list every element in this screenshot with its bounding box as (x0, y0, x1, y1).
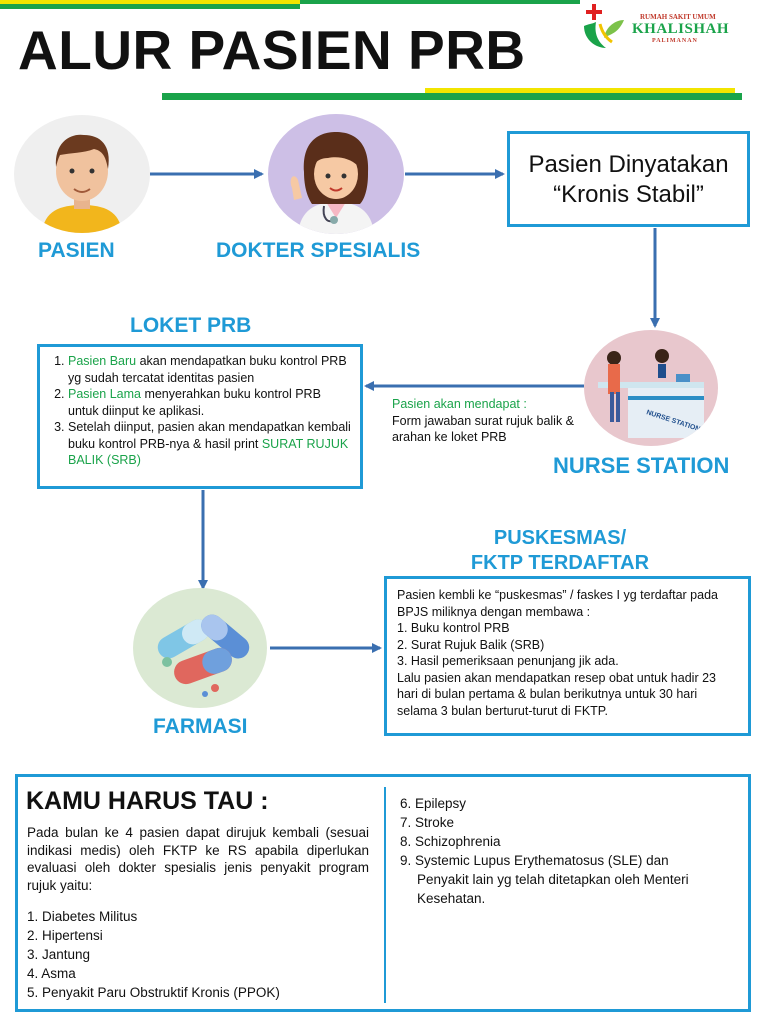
disease-2: 2. Hipertensi (27, 928, 103, 943)
loket-item-1 (68, 353, 352, 386)
logo-line3: PALIMANAN (652, 38, 698, 44)
nurse-desk-text: NURSE STATION (645, 409, 701, 434)
disease-4: 4. Asma (27, 966, 76, 981)
top-stripe-green (0, 4, 300, 9)
puskesmas-title-line2: FKTP TERDAFTAR (470, 552, 650, 574)
nurse-desk-icon (584, 330, 718, 446)
pasien-label: PASIEN (38, 239, 115, 262)
disease-6: 6. Epilepsy (400, 796, 467, 811)
nurse-note-body: Form jawaban surat rujuk balik & arahan ke loket PRB (392, 413, 575, 444)
hospital-logo (580, 4, 740, 54)
loket-prb-list (50, 353, 352, 469)
nurse-station-label: NURSE STATION (553, 453, 730, 478)
doctor-icon (268, 114, 404, 234)
page-title: ALUR PASIEN PRB (18, 19, 526, 81)
puskesmas-intro: Pasien kembli ke “puskesmas” / faskes I yg terdaftar pada BPJS miliknya dengan membawa : (397, 588, 718, 619)
info-list-right (400, 794, 740, 908)
info-title: KAMU HARUS TAU : (26, 787, 269, 815)
loket-item-3-highlight: SURAT RUJUK BALIK (SRB) (68, 436, 349, 467)
loket-prb-title: LOKET PRB (130, 314, 252, 337)
puskesmas-box (384, 576, 751, 736)
disease-8: 8. Schizophrenia (400, 834, 501, 849)
loket-prb-box (37, 344, 363, 489)
disease-7: 7. Stroke (400, 815, 455, 830)
disease-9-cont: Penyakit lain yg telah ditetapkan oleh Menteri Kesehatan. (417, 872, 689, 906)
disease-9: 9. Systemic Lupus Erythematosus (SLE) dan (400, 853, 669, 868)
disease-5: 5. Penyakit Paru Obstruktif Kronis (PPOK) (27, 985, 280, 1000)
info-list-left (27, 907, 280, 1002)
loket-item-2-text: menyerahkan buku kontrol PRB untuk diinput ke aplikasi. (68, 387, 321, 418)
loket-item-3-text: Setelah diinput, pasien akan mendapatkan kembali buku kontrol PRB-nya & hasil print (68, 420, 351, 451)
kronis-line1: Pasien Dinyatakan (528, 151, 729, 178)
info-divider (384, 787, 386, 1003)
pasien-avatar (14, 115, 150, 233)
puskesmas-item-1: 1. Buku kontrol PRB (397, 621, 510, 635)
disease-3: 3. Jantung (27, 947, 91, 962)
puskesmas-title (440, 526, 680, 576)
puskesmas-item-2: 2. Surat Rujuk Balik (SRB) (397, 637, 545, 652)
puskesmas-title-line1: PUSKESMAS/ (493, 527, 627, 549)
kronis-line2: “Kronis Stabil” (553, 181, 704, 208)
dokter-label: DOKTER SPESIALIS (216, 239, 421, 262)
loket-item-2-highlight: Pasien Lama (68, 387, 141, 401)
man-icon (14, 115, 150, 233)
logo-line2: KHALISHAH (632, 21, 730, 37)
dokter-avatar (268, 114, 404, 234)
mid-stripe-green (162, 93, 742, 100)
loket-item-2 (68, 386, 352, 419)
disease-1: 1. Diabetes Militus (27, 909, 138, 924)
farmasi-label: FARMASI (153, 715, 248, 738)
logo-line1: RUMAH SAKIT UMUM (640, 13, 716, 21)
puskesmas-outro: Lalu pasien akan mendapatkan resep obat untuk hadir 23 hari di bulan pertama & bulan berikutnya untuk 30 hari selama 3 bulan berturut-turut di FKTP. (397, 670, 716, 718)
nurse-note-title: Pasien akan mendapat : (392, 397, 527, 411)
nurse-station-illustration (584, 330, 718, 446)
farmasi-illustration (133, 588, 267, 708)
loket-item-3 (68, 419, 352, 469)
pills-icon (133, 588, 267, 708)
nurse-note (392, 396, 582, 446)
puskesmas-item-3: 3. Hasil pemeriksaan penunjang jik ada. (397, 654, 619, 668)
info-box (15, 774, 751, 1012)
kronis-stabil-box (507, 131, 750, 227)
loket-item-1-text: akan mendapatkan buku kontrol PRB yg sudah tercatat identitas pasien (68, 354, 347, 385)
loket-item-1-highlight: Pasien Baru (68, 354, 137, 368)
logo-emblem-icon (580, 4, 628, 50)
info-intro: Pada bulan ke 4 pasien dapat dirujuk kembali (sesuai indikasi medis) oleh FKTP ke RS apabila diperlukan evaluasi oleh dokter spesialis jenis penyakit program rujuk yaitu: (27, 825, 369, 893)
top-stripe-green-right (300, 0, 580, 4)
